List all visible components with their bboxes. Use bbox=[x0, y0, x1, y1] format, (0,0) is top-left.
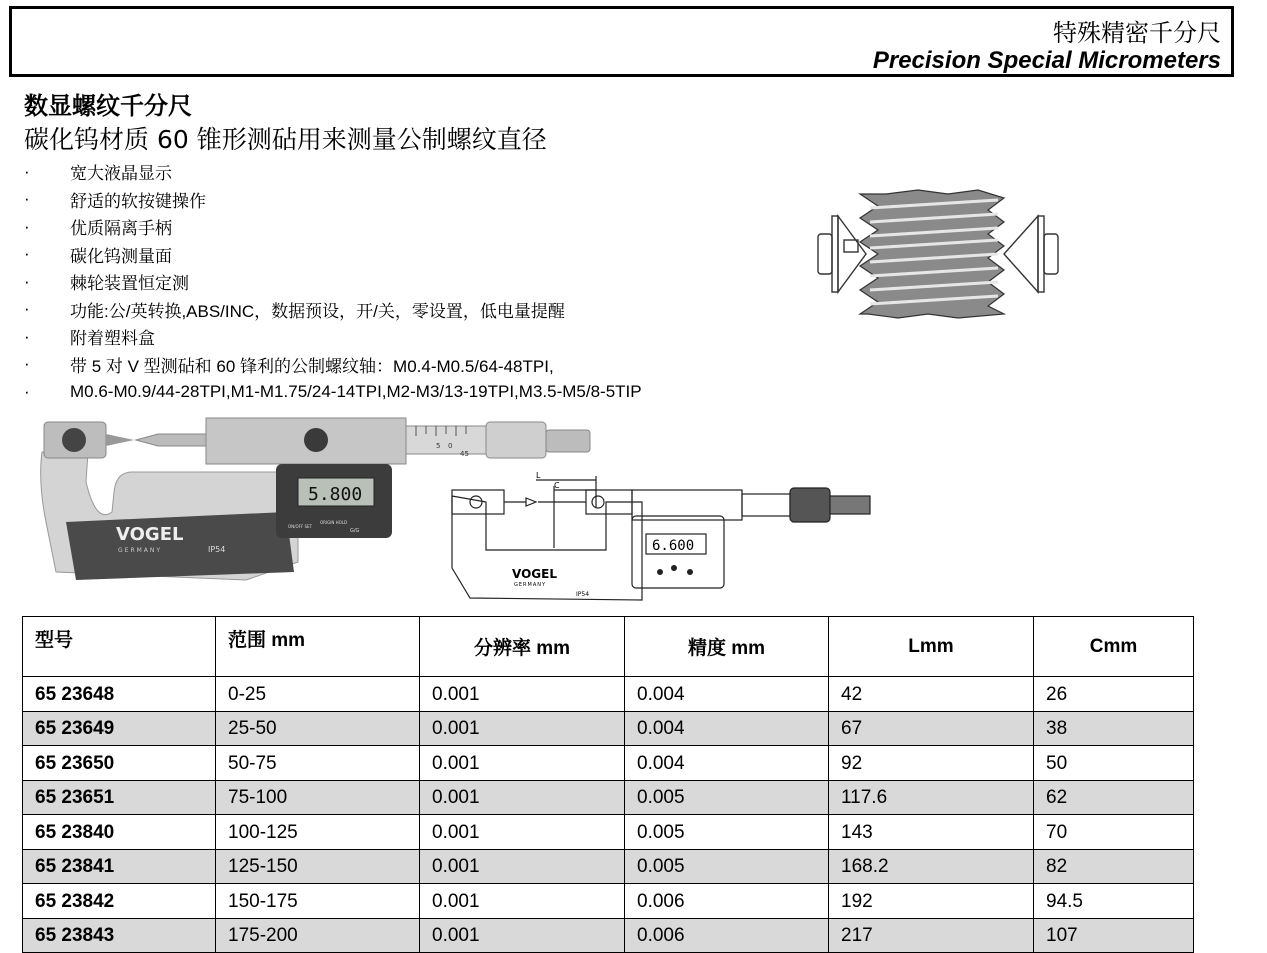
bullet-icon: · bbox=[24, 271, 30, 291]
table-row: 65 23648 0-25 0.001 0.004 42 26 bbox=[23, 677, 1194, 712]
svg-text:C: C bbox=[554, 481, 560, 490]
feature-item: · 优质隔离手柄 bbox=[24, 216, 172, 239]
svg-text:L: L bbox=[536, 471, 541, 480]
header-l: Lmm bbox=[829, 617, 1034, 677]
drawing-brand: VOGEL bbox=[512, 567, 557, 581]
bullet-icon: · bbox=[24, 381, 30, 401]
thread-measurement-diagram bbox=[808, 186, 1068, 321]
feature-item: · 舒适的软按键操作 bbox=[24, 189, 206, 211]
svg-text:5: 5 bbox=[436, 442, 441, 450]
bullet-icon: · bbox=[24, 161, 30, 181]
bullet-icon: · bbox=[24, 244, 30, 264]
table-row: 65 23650 50-75 0.001 0.004 92 50 bbox=[23, 746, 1194, 781]
svg-text:ORIGIN HOLD: ORIGIN HOLD bbox=[320, 520, 348, 525]
table-header-row bbox=[23, 617, 1194, 677]
table-row: 65 23651 75-100 0.001 0.005 117.6 62 bbox=[23, 780, 1194, 815]
table-row: 65 23843 175-200 0.001 0.006 217 107 bbox=[23, 918, 1194, 953]
feature-list bbox=[24, 158, 642, 406]
header-title-cn: 特殊精密千分尺 bbox=[1053, 19, 1221, 47]
svg-text:45: 45 bbox=[460, 450, 469, 458]
table-row: 65 23841 125-150 0.001 0.005 168.2 82 bbox=[23, 849, 1194, 884]
product-title: 数显螺纹千分尺 bbox=[24, 92, 192, 120]
feature-item: · 附着塑料盒 bbox=[24, 326, 155, 349]
bullet-icon: · bbox=[24, 299, 30, 319]
bullet-icon: · bbox=[24, 189, 30, 209]
header-c: Cmm bbox=[1034, 617, 1194, 677]
header-accuracy: 精度 mm bbox=[625, 617, 829, 677]
svg-text:GERMANY: GERMANY bbox=[118, 547, 163, 554]
svg-text:0: 0 bbox=[448, 442, 453, 450]
bullet-icon: · bbox=[24, 326, 30, 346]
feature-item: · 带 5 对 V 型测砧和 60 锋利的公制螺纹轴：M0.4-M0.5/64-48TPI, bbox=[24, 354, 554, 376]
table-row: 65 23842 150-175 0.001 0.006 192 94.5 bbox=[23, 884, 1194, 919]
svg-text:G/G: G/G bbox=[350, 528, 360, 534]
table-row: 65 23649 25-50 0.001 0.004 67 38 bbox=[23, 711, 1194, 746]
feature-item: · 棘轮装置恒定测 bbox=[24, 271, 189, 294]
svg-text:ON/OFF SET: ON/OFF SET bbox=[288, 524, 313, 529]
header-range: 范围 mm bbox=[216, 617, 420, 677]
brand-logo: VOGEL bbox=[116, 524, 184, 545]
spec-table bbox=[22, 616, 1194, 953]
header-resolution: 分辨率 mm bbox=[420, 617, 625, 677]
header-title-en: Precision Special Micrometers bbox=[872, 47, 1221, 74]
drawing-display-reading: 6.600 bbox=[652, 538, 695, 554]
ip-rating: IP54 bbox=[208, 545, 226, 554]
product-subtitle: 碳化钨材质 60 锥形测砧用来测量公制螺纹直径 bbox=[24, 125, 547, 154]
svg-text:IP54: IP54 bbox=[576, 591, 590, 598]
display-reading: 5.800 bbox=[308, 484, 363, 505]
feature-item: · 碳化钨测量面 bbox=[24, 244, 172, 266]
feature-item: · 功能:公/英转换,ABS/INC，数据预设，开/关，零设置，低电量提醒 bbox=[24, 299, 565, 321]
bullet-icon: · bbox=[24, 216, 30, 236]
feature-item: · M0.6-M0.9/44-28TPI,M1-M1.75/24-14TPI,M2-M3/13-19TPI,M3.5-M5/8-5TIP bbox=[24, 381, 642, 401]
page-header bbox=[9, 6, 1234, 77]
technical-drawing bbox=[446, 468, 876, 606]
table-row: 65 23840 100-125 0.001 0.005 143 70 bbox=[23, 815, 1194, 850]
header-model: 型号 bbox=[23, 617, 216, 677]
svg-text:GERMANY: GERMANY bbox=[514, 582, 547, 588]
bullet-icon: · bbox=[24, 354, 30, 374]
feature-item: · 宽大液晶显示 bbox=[24, 161, 172, 184]
